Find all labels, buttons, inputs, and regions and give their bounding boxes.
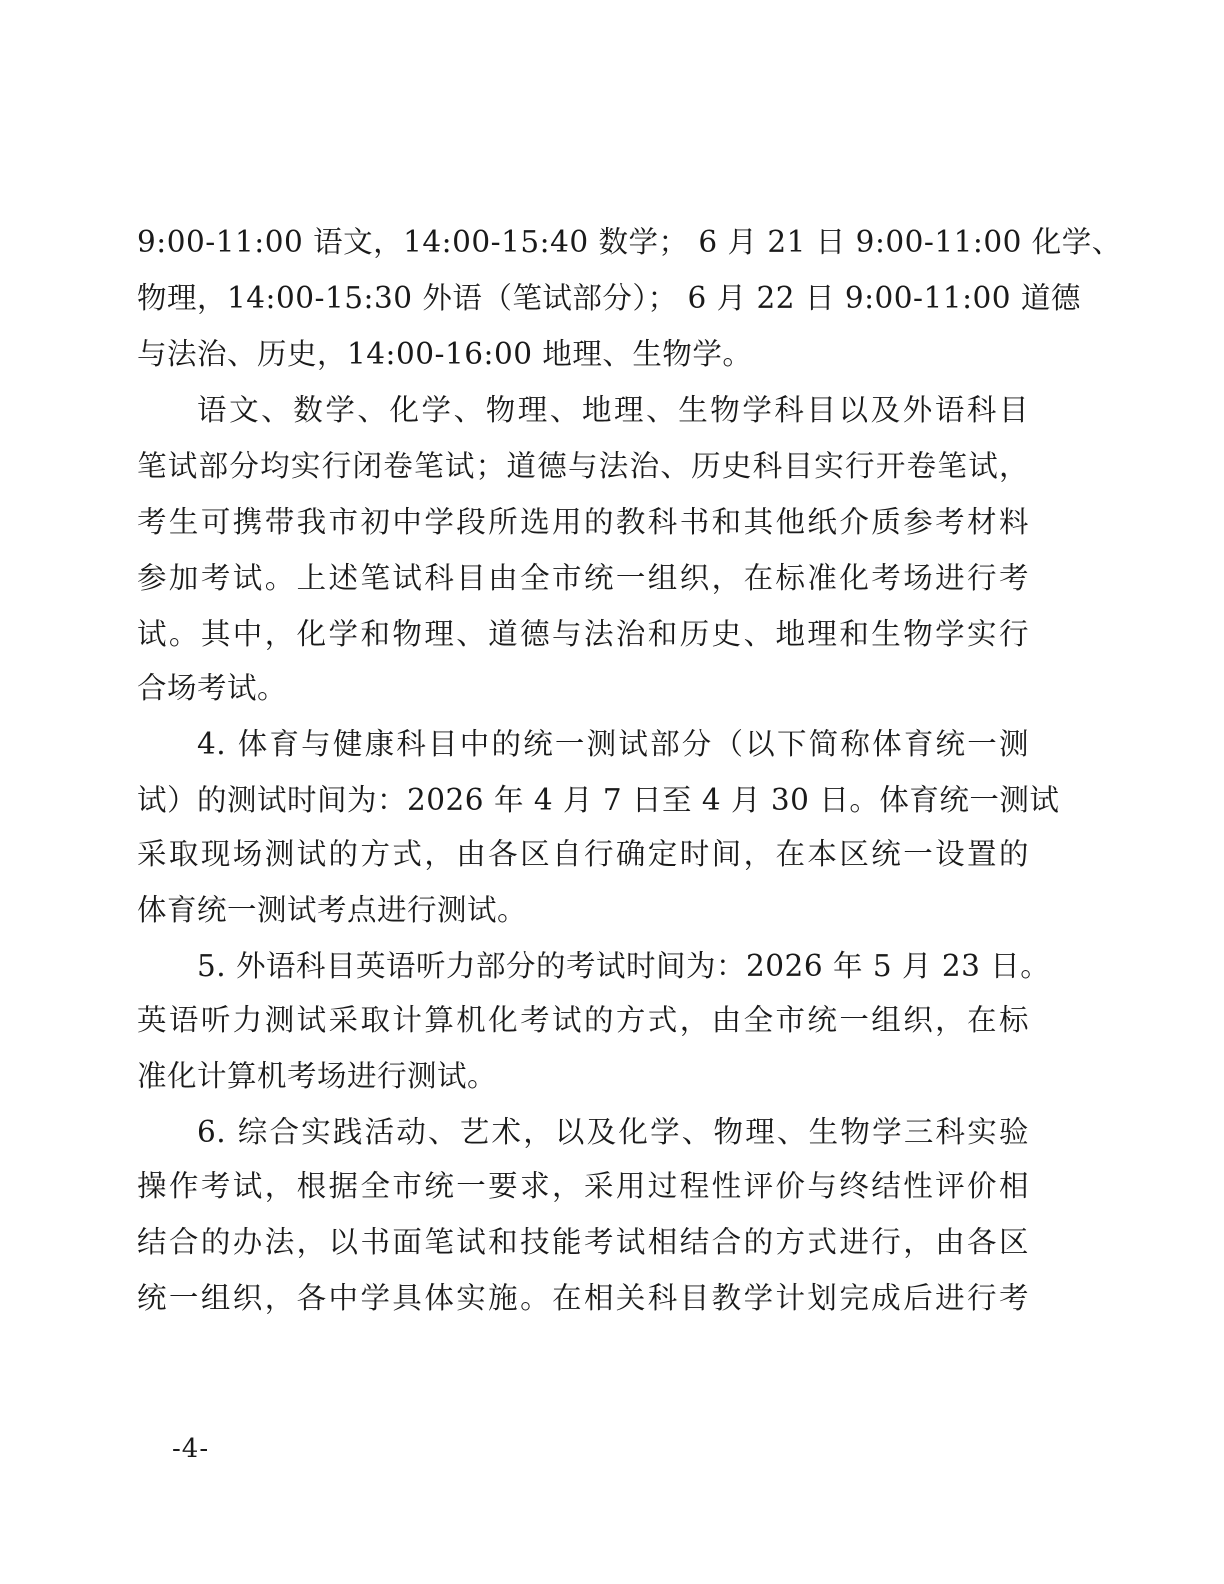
exam-format-line-2: 笔试部分均实行闭卷笔试；道德与法治、历史科目实行开卷笔试， xyxy=(137,449,1029,483)
listening-test-line-2: 英语听力测试采取计算机化考试的方式，由全市统一组织，在标 xyxy=(137,1003,1029,1037)
practical-test-line-3: 结合的办法，以书面笔试和技能考试相结合的方式进行，由各区 xyxy=(137,1225,1029,1259)
listening-test-line-3: 准化计算机考场进行测试。 xyxy=(137,1059,498,1093)
exam-format-line-3: 考生可携带我市初中学段所选用的教科书和其他纸介质参考材料 xyxy=(137,505,1029,539)
exam-format-line-5: 试。其中，化学和物理、道德与法治和历史、地理和生物学实行 xyxy=(137,617,1029,651)
practical-test-line-4: 统一组织，各中学具体实施。在相关科目教学计划完成后进行考 xyxy=(137,1281,1029,1315)
listening-test-line-1: 5. 外语科目英语听力部分的考试时间为：2026 年 5 月 23 日。 xyxy=(197,949,1051,983)
practical-test-line-1: 6. 综合实践活动、艺术，以及化学、物理、生物学三科实验 xyxy=(197,1115,1029,1149)
schedule-line-3: 与法治、历史，14:00-16:00 地理、生物学。 xyxy=(137,337,753,371)
exam-format-line-1: 语文、数学、化学、物理、地理、生物学科目以及外语科目 xyxy=(197,393,1029,427)
pe-test-line-2: 试）的测试时间为：2026 年 4 月 7 日至 4 月 30 日。体育统一测试 xyxy=(137,783,1060,817)
pe-test-line-4: 体育统一测试考点进行测试。 xyxy=(137,893,528,927)
schedule-line-2: 物理，14:00-15:30 外语（笔试部分）； 6 月 22 日 9:00-11:00 道德 xyxy=(137,281,1081,315)
practical-test-line-2: 操作考试，根据全市统一要求，采用过程性评价与终结性评价相 xyxy=(137,1169,1029,1203)
exam-format-line-6: 合场考试。 xyxy=(137,671,288,705)
pe-test-line-3: 采取现场测试的方式，由各区自行确定时间，在本区统一设置的 xyxy=(137,837,1029,871)
page-number: -4- xyxy=(172,1434,210,1464)
pe-test-line-1: 4. 体育与健康科目中的统一测试部分（以下简称体育统一测 xyxy=(197,727,1029,761)
schedule-line-1: 9:00-11:00 语文，14:00-15:40 数学； 6 月 21 日 9:00-11:00 化学、 xyxy=(137,225,1122,259)
exam-format-line-4: 参加考试。上述笔试科目由全市统一组织，在标准化考场进行考 xyxy=(137,561,1029,595)
